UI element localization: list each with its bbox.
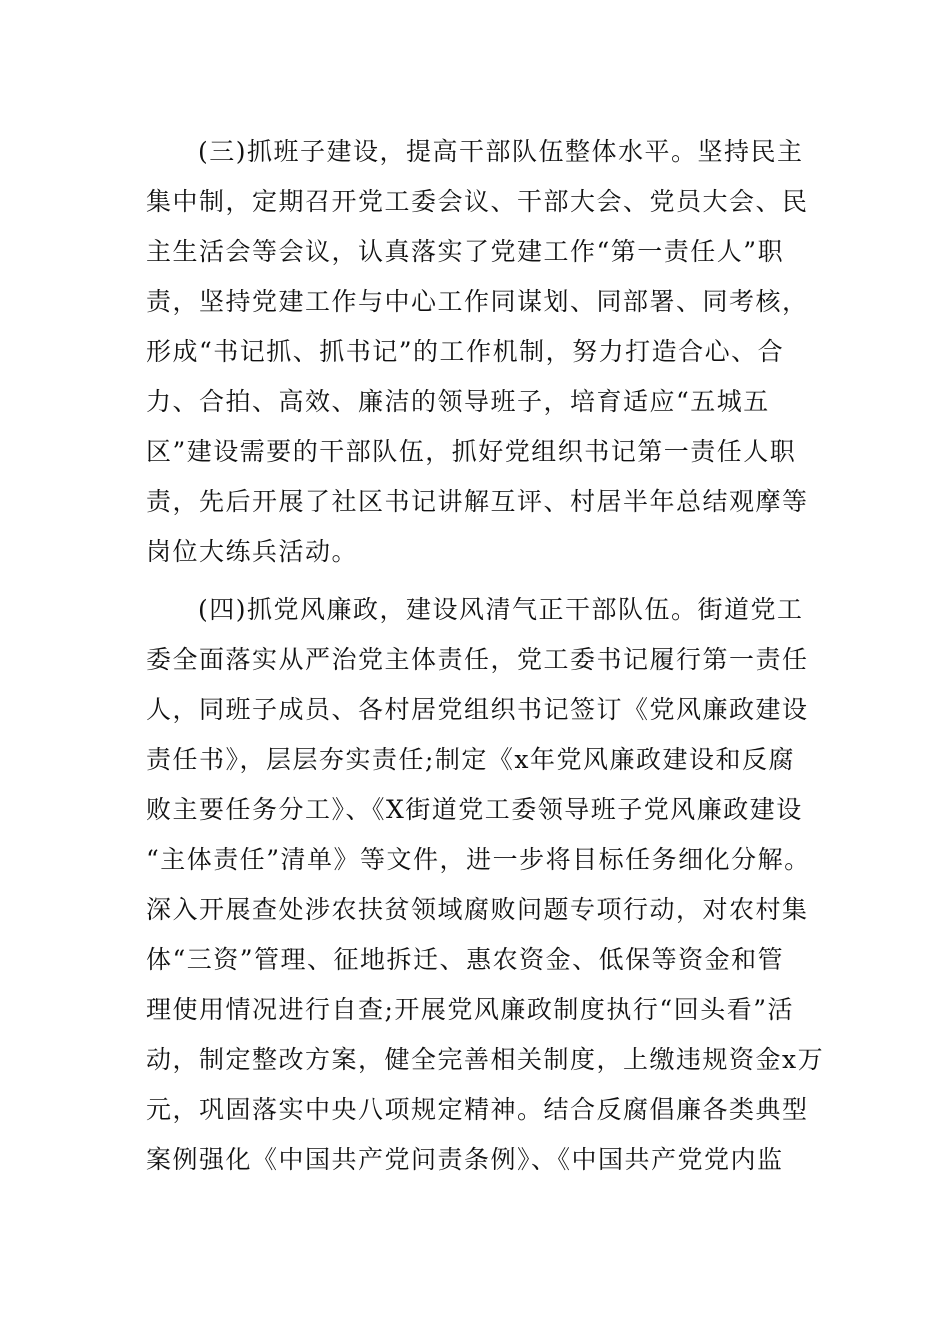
paragraph-line: 败主要任务分工》、《X街道党工委领导班子党风廉政建设	[146, 795, 803, 824]
paragraph-line: 主生活会等会议，认真落实了党建工作“第一责任人”职	[146, 237, 785, 266]
paragraph-line: (四)抓党风廉政，建设风清气正干部队伍。街道党工	[198, 595, 804, 624]
paragraph-line: “主体责任”清单》等文件，进一步将目标任务细化分解。	[146, 845, 811, 874]
paragraph-line: 区”建设需要的干部队伍，抓好党组织书记第一责任人职	[146, 437, 797, 466]
paragraph-line: 元，巩固落实中央八项规定精神。结合反腐倡廉各类典型	[146, 1095, 809, 1124]
paragraph-line: 委全面落实从严治党主体责任，党工委书记履行第一责任	[146, 645, 809, 674]
paragraph-line: 形成“书记抓、抓书记”的工作机制，努力打造合心、合	[146, 337, 785, 366]
paragraph-line: 力、合拍、高效、廉洁的领导班子，培育适应“五城五	[146, 387, 770, 416]
paragraph-line: 责任书》，层层夯实责任;制定《x年党风廉政建设和反腐	[146, 745, 796, 774]
paragraph-clean-governance	[146, 585, 825, 1185]
paragraph-line: 理使用情况进行自查;开展党风廉政制度执行“回头看”活	[146, 995, 794, 1024]
paragraph-line: 责，先后开展了社区书记讲解互评、村居半年总结观摩等	[146, 487, 809, 516]
paragraph-leadership-building	[146, 127, 816, 577]
paragraph-line: 岗位大练兵活动。	[146, 537, 359, 566]
paragraph-line: 深入开展查处涉农扶贫领域腐败问题专项行动，对农村集	[146, 895, 809, 924]
paragraph-line: 体“三资”管理、征地拆迁、惠农资金、低保等资金和管	[146, 945, 785, 974]
paragraph-line: 集中制，定期召开党工委会议、干部大会、党员大会、民	[146, 187, 809, 216]
paragraph-line: (三)抓班子建设，提高干部队伍整体水平。坚持民主	[198, 137, 804, 166]
paragraph-line: 动，制定整改方案，健全完善相关制度，上缴违规资金x万	[146, 1045, 825, 1074]
paragraph-line: 人，同班子成员、各村居党组织书记签订《党风廉政建设	[146, 695, 809, 724]
paragraph-line: 案例强化《中国共产党问责条例》、《中国共产党党内监	[146, 1145, 784, 1174]
paragraph-line: 责，坚持党建工作与中心工作同谋划、同部署、同考核，	[146, 287, 809, 316]
